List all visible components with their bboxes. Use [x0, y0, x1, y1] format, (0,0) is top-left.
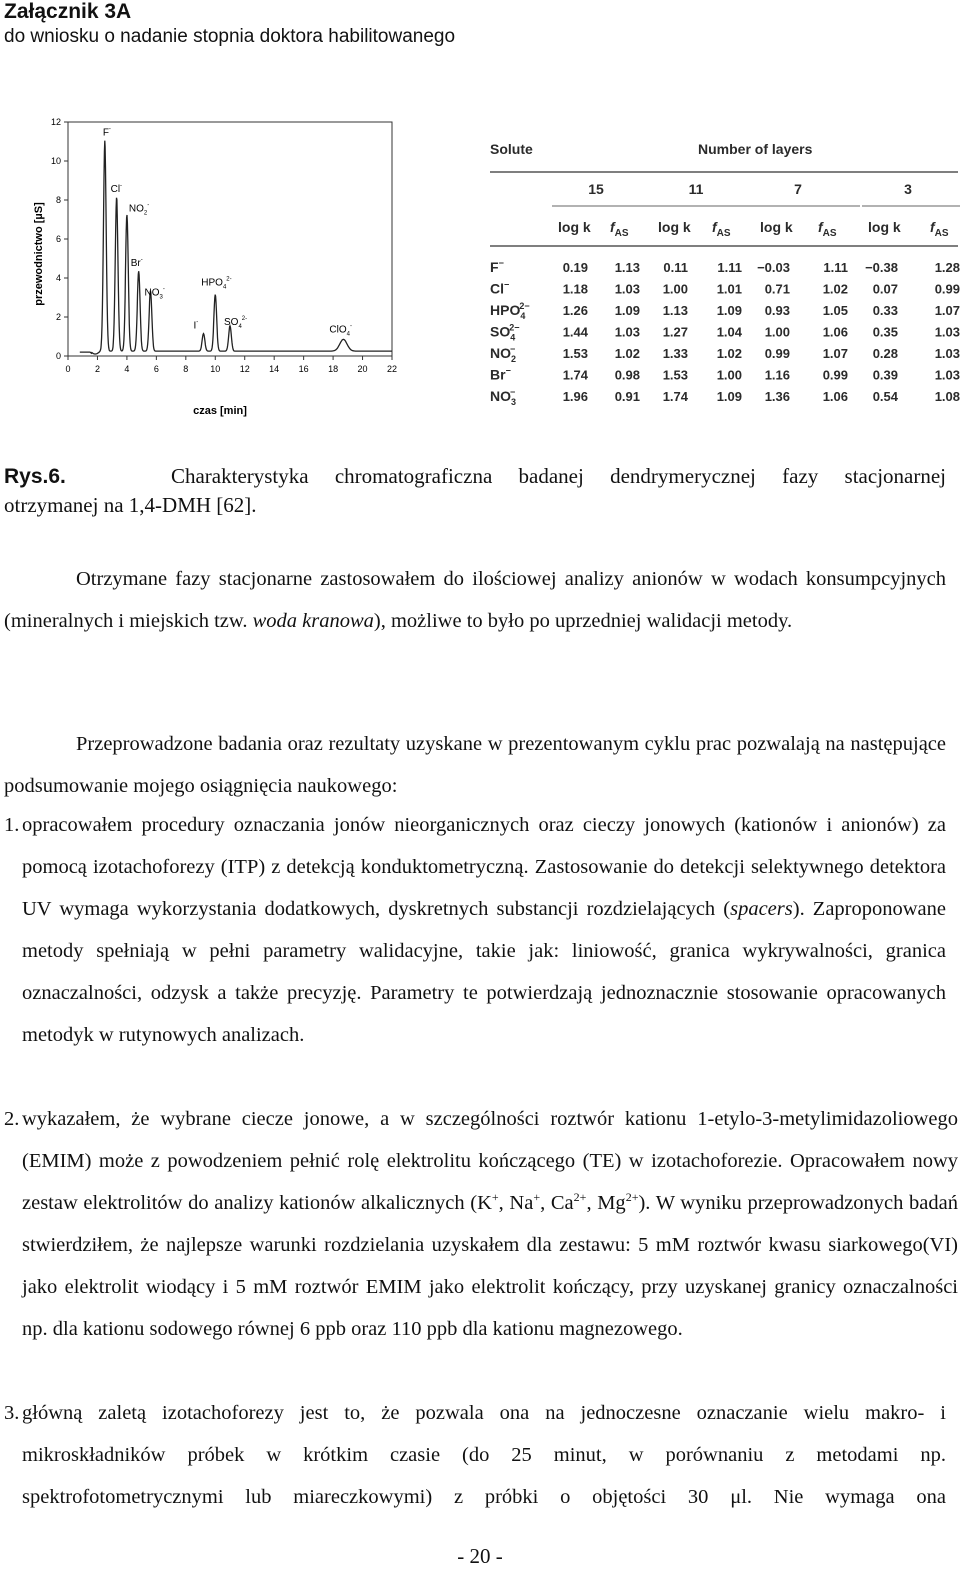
table-cell: 1.74	[562, 367, 588, 383]
ion-label: Br−	[490, 365, 511, 383]
table-cell: 1.09	[716, 303, 742, 318]
table-cell: 1.07	[934, 303, 960, 318]
item-number: 3.	[4, 1402, 20, 1424]
table-cell: 0.91	[614, 389, 640, 404]
figure-caption	[4, 462, 946, 519]
caption-line1: Charakterystyka chromatograficzna badanej dendrymerycznej fazy stacjonarnej	[170, 464, 947, 488]
table-rows	[490, 258, 960, 407]
peak-label: $SO_4^{2-}$	[224, 315, 248, 330]
layer-headers	[588, 181, 912, 197]
y-tick-label: 2	[55, 312, 61, 322]
table-cell: 1.11	[717, 260, 742, 275]
y-tick-label: 0	[55, 351, 61, 361]
list-item-2: 2. wykazałem, że wybrane ciecze jonowe, a w szczególności roztwór kationu 1-etylo-3-metylimidazoliowego (EMIM) może z powodzeniem pełnić rolę elektrolitu kończącego (TE) w izotachoforezie. Opracowałem nowy zestaw elektrolitów do analizy kationów alkalicznych (K+, Na+, $Ca^{2+}$, $Mg^{2+}$). W wyniku przeprowadzonych badań stwierdziłem, że najlepsze warunki rozdzielania uzyskałem dla zestawu: 5 mM roztwór kwasu siarkowego(VI) jako elektrolit wiodący i 5 mM roztwór EMIM jako elektrolit kończący, przy uzyskanej granicy oznaczalności np. dla kationu sodowego równej 6 ppb oraz 110 ppb dla kationu magnezowego.	[22, 1098, 958, 1350]
x-tick-label: 14	[269, 364, 280, 374]
table-cell: 1.16	[764, 367, 790, 383]
ion-label: F−	[490, 258, 504, 275]
ion-label: $HPO_42-$	[490, 301, 530, 321]
layer-count: 3	[904, 181, 912, 197]
table-cell: 1.00	[662, 281, 688, 297]
table-cell: 0.11	[663, 260, 688, 275]
table-cell: 0.07	[872, 281, 898, 297]
table-row	[490, 344, 960, 364]
y-tick-label: 4	[55, 273, 61, 283]
ion-label: $SO_42-$	[490, 322, 520, 343]
emphasis-text: woda kranowa	[252, 610, 374, 632]
annex-title: Załącznik 3A	[4, 0, 132, 23]
table-cell: 1.00	[764, 324, 790, 340]
peak-label: $NO_3^-$	[144, 286, 165, 301]
table-cell: 1.08	[934, 389, 960, 404]
table-row	[490, 366, 960, 383]
x-tick-label: 20	[357, 364, 368, 374]
layer-count: 15	[588, 181, 604, 197]
table-cell: 0.35	[872, 324, 898, 340]
page-number: - 20 -	[457, 1544, 503, 1568]
table-cell: 1.28	[934, 260, 960, 275]
table-cell: 1.36	[764, 389, 790, 404]
table-cell: 0.28	[872, 346, 898, 361]
col-logk: log k	[658, 219, 691, 235]
list-item-1: 1. opracowałem procedury oznaczania jonów nieorganicznych oraz cieczy jonowych (kationów i anionów) za pomocą izotachoforezy (ITP) z detekcją konduktometryczną. Zastosowanie do detekcji selektywnego detektora UV wymaga wykorzystania dodatkowych, dyskretnych substancji rozdzielających (spacers). Zaproponowane metody spełniają w pełni parametry walidacyjne, takie jak: liniowość, granica wykrywalności, granica oznaczalności, odzysk a także precyzję. Parametry te potwierdzają jednoznacznie stosowanie opracowanych metodyk w rutynowych analizach.	[22, 804, 946, 1056]
table-cell: 1.07	[822, 346, 848, 361]
table-cell: 1.01	[716, 281, 742, 297]
layer-count: 7	[794, 181, 802, 197]
table-cell: 1.06	[822, 324, 848, 340]
y-tick-label: 10	[50, 156, 61, 166]
col-fas: $f_{AS}$	[930, 219, 949, 239]
peak-label: F-	[102, 126, 111, 139]
paragraph-2: Przeprowadzone badania oraz rezultaty uzyskane w prezentowanym cyklu prac pozwalają na następujące podsumowanie mojego osiągnięcia naukowego:	[4, 733, 946, 797]
x-tick-label: 6	[153, 364, 159, 374]
table-cell: 1.09	[614, 303, 640, 318]
table-row	[490, 387, 960, 407]
table-cell: 1.53	[562, 346, 588, 361]
x-tick-label: 2	[94, 364, 100, 374]
table-cell: 0.71	[764, 281, 790, 297]
table-cell: 0.99	[764, 346, 790, 361]
x-tick-label: 18	[328, 364, 339, 374]
table-row	[490, 301, 960, 321]
chromatogram-chart	[30, 112, 410, 422]
caption-label: Rys.6.	[4, 465, 66, 488]
table-cell: 1.96	[562, 389, 588, 404]
table-cell: 1.03	[934, 367, 960, 383]
solute-table	[488, 136, 960, 410]
table-cell: 1.13	[614, 260, 640, 275]
annex-subtitle: do wniosku o nadanie stopnia doktora habilitowanego	[4, 26, 456, 47]
table-cell: 1.00	[716, 367, 742, 383]
col-fas: $f_{AS}$	[818, 219, 837, 239]
solute-header: Solute	[490, 141, 533, 157]
table-cell: 0.99	[934, 281, 960, 297]
x-tick-label: 12	[239, 364, 250, 374]
table-cell: 1.26	[562, 303, 588, 318]
col-fas: $f_{AS}$	[712, 219, 731, 239]
table-cell: 1.53	[662, 367, 688, 383]
peak-label: $HPO_4^{2-}$	[201, 276, 232, 291]
table-cell: 1.02	[822, 281, 848, 297]
table-cell: 1.02	[716, 346, 742, 361]
table-cell: 0.54	[872, 389, 898, 404]
peak-label: ClO$_4$-	[329, 323, 352, 338]
layer-count: 11	[688, 181, 704, 197]
x-tick-label: 4	[124, 364, 130, 374]
x-tick-label: 22	[386, 364, 398, 374]
table-cell: 1.03	[934, 324, 960, 340]
table-row	[490, 323, 960, 343]
table-cell: 1.27	[662, 324, 688, 340]
table-cell: 1.18	[562, 281, 588, 297]
ion-label: $NO_2-$	[490, 344, 517, 364]
table-cell: 1.04	[716, 324, 742, 340]
table-cell: 1.33	[662, 346, 688, 361]
col-logk: log k	[868, 219, 901, 235]
table-cell: 0.39	[872, 367, 898, 383]
item-number: 1.	[4, 814, 20, 836]
emphasis-text: spacers	[730, 898, 793, 920]
table-cell: 1.03	[614, 324, 640, 340]
table-cell: 0.19	[562, 260, 588, 275]
ion-label: $NO_3-$	[490, 387, 517, 407]
table-cell: 1.05	[822, 303, 848, 318]
paragraph-1: Otrzymane fazy stacjonarne zastosowałem do ilościowej analizy anionów w wodach konsumpcyjnych (mineralnych i miejskich tzw. woda kranowa), możliwe to było po uprzedniej walidacji metody.	[4, 568, 946, 632]
table-cell: 1.11	[823, 260, 848, 275]
y-tick-label: 12	[50, 117, 61, 127]
y-tick-label: 6	[55, 234, 61, 244]
col-logk: log k	[558, 219, 591, 235]
table-cell: 1.03	[934, 346, 960, 361]
table-cell: 1.44	[562, 324, 588, 340]
caption-line2: otrzymanej na 1,4-DMH [62].	[4, 493, 257, 517]
peak-label: Br-	[130, 257, 143, 270]
table-cell: 0.93	[764, 303, 790, 318]
peak-label: Cl-	[110, 183, 123, 196]
table-row	[490, 280, 960, 297]
ion-label: Cl−	[490, 279, 510, 297]
peak-label: $NO_2^-$	[128, 202, 150, 217]
table-cell: 1.09	[716, 389, 742, 404]
chart-ylabel: przewodnictwo [µS]	[33, 202, 45, 306]
table-cell: 1.06	[822, 389, 848, 404]
x-tick-label: 10	[210, 364, 221, 374]
col-fas: $f_{AS}$	[610, 219, 629, 239]
table-cell: 1.03	[614, 281, 640, 297]
x-tick-label: 16	[298, 364, 309, 374]
table-cell: −0.38	[865, 260, 898, 275]
table-cell: 1.02	[614, 346, 640, 361]
chart-xlabel: czas [min]	[193, 405, 247, 417]
y-tick-label: 8	[55, 195, 61, 205]
layers-header: Number of layers	[698, 141, 813, 157]
list-item-3: 3. główną zaletą izotachoforezy jest to, że pozwala ona na jednoczesne oznaczanie wielu makro- i mikroskładników próbek w krótkim czasie (do 25 minut, w porównaniu z metodami np. spektrofotometrycznymi lub miareczkowymi) z próbki o objętości 30 μl. Nie wymaga ona	[22, 1392, 946, 1518]
table-row	[490, 258, 960, 275]
table-cell: 0.99	[822, 367, 848, 383]
x-tick-label: 0	[65, 364, 71, 374]
col-logk: log k	[760, 219, 793, 235]
table-cell: 1.74	[662, 389, 688, 404]
table-cell: 0.98	[614, 367, 640, 383]
item-number: 2.	[4, 1108, 20, 1130]
table-cell: 1.13	[662, 303, 688, 318]
table-cell: 0.33	[872, 303, 898, 318]
peak-label: I-	[193, 319, 199, 332]
column-headers	[552, 206, 960, 239]
table-cell: −0.03	[757, 260, 790, 275]
x-tick-label: 8	[183, 364, 189, 374]
